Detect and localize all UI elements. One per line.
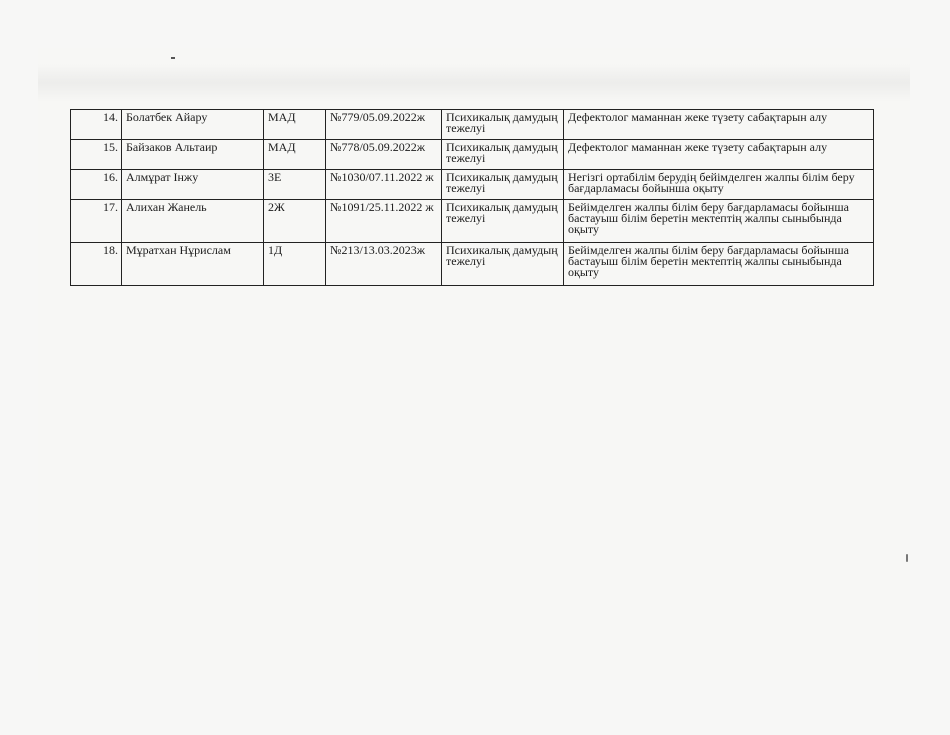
row-number: 18. xyxy=(71,243,122,286)
diagnosis: Психикалық дамудың тежелуі xyxy=(442,200,564,243)
student-class: 1Д xyxy=(264,243,326,286)
reference-number: №778/05.09.2022ж xyxy=(326,140,442,170)
student-class: 3Е xyxy=(264,170,326,200)
row-number: 17. xyxy=(71,200,122,243)
reference-number: №1030/07.11.2022 ж xyxy=(326,170,442,200)
student-class: 2Ж xyxy=(264,200,326,243)
student-name: Мұратхан Нұрислам xyxy=(122,243,264,286)
student-name: Алмұрат Інжу xyxy=(122,170,264,200)
table-row xyxy=(71,110,874,140)
recommendation: Негізгі ортабілім берудің бейімделген жалпы білім беру бағдарламасы бойынша оқыту xyxy=(564,170,874,200)
table-row xyxy=(71,170,874,200)
student-class: МАД xyxy=(264,110,326,140)
diagnosis: Психикалық дамудың тежелуі xyxy=(442,140,564,170)
reference-number: №213/13.03.2023ж xyxy=(326,243,442,286)
scan-shadow xyxy=(38,64,910,102)
page-edge-mark xyxy=(906,554,908,562)
student-class: МАД xyxy=(264,140,326,170)
table-row xyxy=(71,243,874,286)
student-name: Алихан Жанель xyxy=(122,200,264,243)
diagnosis: Психикалық дамудың тежелуі xyxy=(442,170,564,200)
diagnosis: Психикалық дамудың тежелуі xyxy=(442,243,564,286)
row-number: 16. xyxy=(71,170,122,200)
reference-number: №1091/25.11.2022 ж xyxy=(326,200,442,243)
row-number: 14. xyxy=(71,110,122,140)
recommendation: Бейімделген жалпы білім беру бағдарламасы бойынша бастауыш білім беретін мектептің жалпы сыныбында оқыту xyxy=(564,200,874,243)
student-name: Байзаков Альтаир xyxy=(122,140,264,170)
table-row xyxy=(71,200,874,243)
student-records-table xyxy=(70,109,874,286)
row-number: 15. xyxy=(71,140,122,170)
recommendation: Дефектолог маманнан жеке түзету сабақтарын алу xyxy=(564,140,874,170)
reference-number: №779/05.09.2022ж xyxy=(326,110,442,140)
student-name: Болатбек Айару xyxy=(122,110,264,140)
scan-mark xyxy=(171,57,175,59)
diagnosis: Психикалық дамудың тежелуі xyxy=(442,110,564,140)
recommendation: Дефектолог маманнан жеке түзету сабақтарын алу xyxy=(564,110,874,140)
recommendation: Бейімделген жалпы білім беру бағдарламасы бойынша бастауыш білім беретін мектептің жалпы сыныбында оқыту xyxy=(564,243,874,286)
table-row xyxy=(71,140,874,170)
